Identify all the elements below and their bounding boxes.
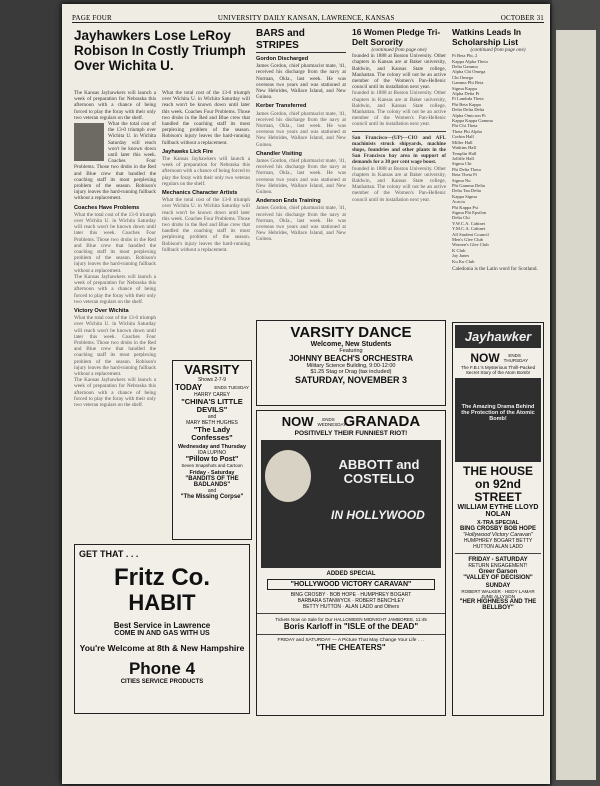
watkins-list-item: Alpha Omicron Pi xyxy=(452,112,486,118)
watkins-list xyxy=(452,53,544,264)
jayhawker-sunday: SUNDAY xyxy=(485,583,511,589)
jayhawker-stars: WILLIAM EYTHE LLOYD NOLAN xyxy=(457,504,539,518)
watkins-list-item: Theta Phi Alpha xyxy=(452,128,482,134)
bars-sub-4: Anderson Ends Training xyxy=(256,198,321,205)
abbott-costello-artwork xyxy=(261,440,441,568)
watkins-list-item: Delta Gamma xyxy=(452,64,478,70)
watkins-list-item: Delta Chi xyxy=(452,215,470,221)
watkins-list-item: K Club xyxy=(452,247,466,253)
watkins-list-item: Y.W.C.A. Cabinet xyxy=(452,220,486,226)
jayhawker-film: THE HOUSE on 92nd STREET xyxy=(462,464,533,504)
watkins-list-item: Delta Delta Delta xyxy=(452,107,485,113)
watkins-list-item: Beta Theta Pi xyxy=(452,172,477,178)
subhead-4: Victory Over Wichita xyxy=(74,307,129,314)
robison-photo xyxy=(74,123,104,161)
watkins-headline: Watkins Leads In Scholarship List xyxy=(452,28,522,47)
jayhawker-greer: Greer Garson xyxy=(478,569,518,575)
jayhawker-walker: ROBERT WALKER · HEDY LAMAR JUNE ALLYSON xyxy=(461,589,535,599)
watkins-list-item: Sigma Phi Epsilon xyxy=(452,209,487,215)
watkins-list-item: Delta Tau Delta xyxy=(452,188,481,194)
watkins-list-item: Phi Chi Theta xyxy=(452,123,478,129)
sorority-column xyxy=(352,28,446,318)
main-story-body: What the total cost of the 13-0 triumph over Wichita U. in Wichita Saturday will reach won't be known down until later this week. Coaches Four Problems. Those two drubs in the Red and Blue crew that handled the coaching staff its most perplexing problem of the season. Robison's injury leaves the hard-running fullback without a replacement. xyxy=(74,121,156,202)
costello-face-illustration xyxy=(265,450,311,502)
watkins-list-item: Templin Hall xyxy=(452,150,477,156)
watkins-list-item: Ku Ku Club xyxy=(452,258,475,264)
watkins-list-item: Women's Glee Club xyxy=(452,242,489,248)
watkins-list-item: Miller Hall xyxy=(452,139,473,145)
watkins-list-item: Phi Beta Kappa xyxy=(452,101,481,107)
header-date: OCTOBER 31 xyxy=(500,14,544,22)
watkins-list-item: Kappa Sigma xyxy=(452,193,477,199)
watkins-list-item: Sigma Nu xyxy=(452,177,471,183)
bars-body-1: James Gordon, chief pharmacist mate, '41, received his discharge from the navy at Norman, Okla., last week. He was overseas two years and was stationed at New Hebrides, Wallace Island, and New Guinea. xyxy=(256,63,346,101)
sorority-rule xyxy=(352,131,446,132)
dance-date: SATURDAY, NOVEMBER 3 xyxy=(294,375,408,385)
bars-sub-2: Kerber Transferred xyxy=(256,103,307,110)
varsity-midweek: Wednesday and Thursday xyxy=(177,444,247,450)
subhead-3: Mechanics Character Artists xyxy=(162,190,238,197)
granada-tickets: Tickets Now on Sale for Our HALLOWEEN MIDNIGHT JAMBOREE, 11:45 xyxy=(275,617,427,622)
granada-ends: ENDS WEDNESDAY xyxy=(317,416,347,427)
sorority-headline: 16 Women Pledge Tri-Delt Sorority xyxy=(352,28,441,47)
col2-body-1: What the total cost of the 13-0 triumph over Wichita U. in Wichita Saturday will reach won't be known down until later this week. Coaches Four Problems. Those two drubs in the Red and Blue crew that handled the coaching staff its most perplexing problem of the season. Robison's injury leaves the hard-running fullback without a replacement. xyxy=(162,90,250,146)
granada-title: GRANADA xyxy=(343,413,421,430)
sorority-continued: (continued from page one) xyxy=(371,47,427,53)
watkins-list-item: Chi Omega xyxy=(452,74,474,80)
fritz-line1: Best Service in Lawrence xyxy=(113,621,211,630)
varsity-film3: "Pillow to Post" xyxy=(185,456,239,463)
granada-film: IN HOLLYWOOD xyxy=(331,508,425,522)
fritz-line2: COME IN AND GAS WITH US xyxy=(114,630,210,637)
jayhawker-bing: BING CROSBY BOB HOPE xyxy=(460,526,536,532)
watkins-list-item: Watkins Hall xyxy=(452,145,476,151)
granada-special: "HOLLYWOOD VICTORY CARAVAN" xyxy=(267,579,435,590)
jayhawker-cast: HUMPHREY BOGART BETTY HUTTON ALAN LADD xyxy=(463,538,533,550)
watkins-list-item: Kappa Kappa Gamma xyxy=(452,118,493,124)
adjacent-page-edge xyxy=(552,0,600,786)
bars-sub-3: Chandler Visiting xyxy=(256,150,302,157)
bars-body-2: James Gordon, chief pharmacist mate, '41, received his discharge from the navy at Norman, Okla., last week. He was overseas two years and was stationed at New Hebrides, Wallace Island, and New Guinea. xyxy=(256,110,346,148)
jayhawker-return: RETURN ENGAGEMENT! xyxy=(468,563,528,569)
subhead-2: Jayhawks Lick Fire xyxy=(162,148,213,155)
granada-cast3: BETTY HUTTON · ALAN LADD and Others xyxy=(302,604,400,610)
varsity-theater-ad xyxy=(172,360,252,540)
fritz-name: Fritz Co. xyxy=(114,564,210,591)
granada-now: NOW xyxy=(281,414,314,429)
granada-cast2: BARBARA STANWYCK · ROBERT BENCHLEY xyxy=(297,598,405,604)
watkins-list-item: Acacia xyxy=(452,199,465,205)
fritz-products: CITIES SERVICE PRODUCTS xyxy=(120,679,204,685)
fritz-line3: You're Welcome at 8th & New Hampshire xyxy=(79,643,245,653)
watkins-list-item: Pi Lambda Theta xyxy=(452,96,484,102)
watkins-column xyxy=(452,28,544,318)
varsity-weekend: Friday - Saturday xyxy=(189,470,235,476)
varsity-extra: Seven Snapshots and Cartoon xyxy=(181,463,243,468)
watkins-list-item: Alpha Delta Pi xyxy=(452,91,480,97)
varsity-today: TODAY xyxy=(175,383,203,392)
dance-title: VARSITY DANCE xyxy=(290,324,412,341)
varsity-title: VARSITY xyxy=(184,362,240,377)
jayhawker-valley: "VALLEY OF DECISION" xyxy=(463,575,533,581)
jayhawker-blurb: The F.B.I.'s Mysterious Thrill-Packed Secret Story of the Atom Bomb! xyxy=(460,365,536,375)
granada-stars: ABBOTT and COSTELLO xyxy=(338,457,420,486)
watkins-list-item: Sigma Chi xyxy=(452,161,472,167)
jayhawker-amazing: The Amazing Drama Behind the Protection of the Atomic Bomb! xyxy=(461,404,535,422)
watkins-list-item: Y.M.C.A. Cabinet xyxy=(452,226,486,232)
header-masthead: UNIVERSITY DAILY KANSAN, LAWRENCE, KANSAS xyxy=(217,14,395,22)
fritz-get-that: GET THAT . . . xyxy=(79,549,139,559)
varsity-star3: IDA LUPINO xyxy=(197,450,227,456)
bars-body-3: James Gordon, chief pharmacist mate, '41, received his discharge from the navy at Norman, Okla., last week. He was overseas two years and was stationed at New Hebrides, Wallace Island, and New Guinea. xyxy=(256,158,346,196)
sorority-body-3: founded in 1888 at Boston University. Other chapters in Kansas are at Baker university, Baldwin, and Kansas State college, Manhattan. The colony will not be an active member of the Women's Pan-Hellenic council until its installation next year. xyxy=(352,165,446,203)
sorority-body-2: founded in 1888 at Boston University. Other chapters in Kansas are at Baker university, Baldwin, and Kansas State college, Manhattan. The colony will not be an active member of the Women's Pan-Hellenic council until its installation next year. xyxy=(352,90,446,128)
jayhawker-friday: FRIDAY - SATURDAY xyxy=(468,557,528,563)
header-page-number: PAGE FOUR xyxy=(72,14,112,22)
main-headline: Jayhawkers Lose LeRoy Robison In Costly Triumph Over Wichita U. xyxy=(74,28,246,73)
varsity-and-2: and xyxy=(207,488,217,494)
sorority-strike-story: San Francisco—(UP)—CIO and AFL machinists struck shipyards, machine shops, foundries and other plants in the San Francisco bay area in support of demands for a 30 per cent wage boost. xyxy=(352,134,446,166)
varsity-film2: "The Lady Confesses" xyxy=(191,425,233,442)
granada-added: ADDED SPECIAL xyxy=(326,571,376,577)
watkins-list-item: Corbin Hall xyxy=(452,134,474,140)
dance-price: $1.25 Stag or Drag (tax included) xyxy=(310,369,392,375)
main-story-column-2 xyxy=(162,90,250,340)
watkins-list-item: Phi Kappa Psi xyxy=(452,204,479,210)
granada-rule xyxy=(257,613,445,614)
varsity-film4: "BANDITS OF THE BADLANDS" xyxy=(185,476,239,488)
main-story-column-1 xyxy=(74,90,156,540)
watkins-list-item: Men's Glee Club xyxy=(452,237,483,243)
jayhawker-rule xyxy=(455,553,541,554)
col2-body-3: What the total cost of the 13-0 triumph over Wichita U. in Wichita Saturday will reach won't be known down until later this week. Coaches Four Problems. Those two drubs in the Red and Blue crew that handled the coaching staff its most perplexing problem of the season. Robison's injury leaves the hard-running fullback without a replacement. xyxy=(162,197,250,253)
subhead-1: Coaches Have Problems xyxy=(74,204,140,211)
jayhawker-victory: "Hollywood Victory Caravan" xyxy=(463,532,533,538)
jayhawker-artwork xyxy=(455,378,541,462)
watkins-list-item: Phi Delta Theta xyxy=(452,166,481,172)
watkins-list-item: Jolliffe Hall xyxy=(452,155,474,161)
col2-body-2: The Kansas Jayhawkers will launch a week of preparation for Nebraska this afternoon with a chance of being forced to play the foray with their only two veteran regulars on the shelf. xyxy=(162,156,250,187)
watkins-list-item: Sigma Kappa xyxy=(452,85,477,91)
fritz-co-ad xyxy=(74,544,250,714)
jayhawker-theater-ad xyxy=(452,322,544,716)
adjacent-page-strip xyxy=(556,30,596,780)
dance-orchestra: JOHNNY BEACH'S ORCHESTRA xyxy=(289,354,413,363)
varsity-and: and xyxy=(207,414,217,420)
jayhawker-xtra: X-TRA SPECIAL xyxy=(477,520,519,526)
granada-cast1: BING CROSBY · BOB HOPE · HUMPHREY BOGART xyxy=(290,592,412,598)
main-story-body-4: What the total cost of the 13-0 triumph over Wichita U. in Wichita Saturday will reach won't be known down until later this week. Coaches Four Problems. Those two drubs in the Red and Blue crew that handled the coaching staff its most perplexing problem of the season. Robison's injury leaves the hard-running fullback without a replacement. xyxy=(74,315,156,377)
dance-featuring: Featuring xyxy=(339,348,363,354)
watkins-list-item: Gamma Phi Beta xyxy=(452,80,484,86)
varsity-star1: HARRY CAREY xyxy=(194,392,230,398)
main-story-body-5: The Kansas Jayhawkers will launch a week of preparation for Nebraska this afternoon with a chance of being forced to play the foray with their only two veteran regulars on the shelf. xyxy=(74,377,156,408)
fritz-habit: HABIT xyxy=(128,590,196,615)
granada-boris: Boris Karloff in "ISLE of the DEAD" xyxy=(283,622,419,631)
main-story-lead: The Kansas Jayhawkers will launch a week of preparation for Nebraska this afternoon with a chance of being forced to play the foray with their only two veteran regulars on the shelf. xyxy=(74,90,156,121)
jayhawker-heiress: "HER HIGHNESS AND THE BELLBOY" xyxy=(459,599,537,611)
granada-rule-2 xyxy=(257,634,445,635)
page-header xyxy=(72,10,544,23)
main-headline-block xyxy=(74,28,252,88)
dance-welcome: Welcome, New Students xyxy=(310,341,392,348)
watkins-list-item: Kappa Alpha Theta xyxy=(452,58,488,64)
sorority-body: founded in 1888 at Boston University. Other chapters in Kansas are at Baker university, Baldwin, and Kansas State college, Manhattan. The colony will not be an active member of the Women's Pan-Hellenic council until its installation next year. xyxy=(352,53,446,91)
watkins-list-item: All Student Council xyxy=(452,231,489,237)
watkins-list-item: Phi Gamma Delta xyxy=(452,182,485,188)
watkins-list-item: Alpha Chi Omega xyxy=(452,69,486,75)
varsity-film1: "CHINA'S LITTLE DEVILS" xyxy=(181,397,243,414)
varsity-dance-ad xyxy=(256,320,446,406)
newspaper-page xyxy=(62,4,550,784)
jayhawker-ends: ENDS THURSDAY xyxy=(503,353,529,363)
granada-ad xyxy=(256,410,446,716)
bars-sub-1: Gordon Discharged xyxy=(256,56,309,62)
granada-friday: FRIDAY and SATURDAY — A Picture That May Change Your Life . . . xyxy=(277,638,425,643)
varsity-film5: "The Missing Corpse" xyxy=(180,494,244,500)
granada-tagline: POSITIVELY THEIR FUNNIEST RIOT! xyxy=(294,430,408,437)
varsity-times: Shows 2-7-9 xyxy=(197,377,227,383)
jayhawker-now: NOW xyxy=(470,351,500,365)
watkins-continued: (continued from page one) xyxy=(470,47,526,53)
bars-title: BARS and STRIPES xyxy=(256,28,346,53)
granada-cheaters: "THE CHEATERS" xyxy=(316,643,386,652)
main-story-body-2: What the total cost of the 13-0 triumph over Wichita U. in Wichita Saturday will reach won't be known down until later this week. Coaches Four Problems. Those two drubs in the Red and Blue crew that handled the coaching staff its most perplexing problem of the season. Robison's injury leaves the hard-running fullback without a replacement. xyxy=(74,211,156,274)
main-story-body-3: The Kansas Jayhawkers will launch a week of preparation for Nebraska this afternoon with a chance of being forced to play the foray with their only two veteran regulars on the shelf. xyxy=(74,273,156,305)
watkins-footer: Caledonia is the Latin word for Scotland. xyxy=(452,266,538,273)
varsity-star2: MARY BETH HUGHES xyxy=(186,420,238,426)
watkins-list-item: Jay Janes xyxy=(452,253,470,259)
watkins-list-item: Pi Beta Phi, 2 xyxy=(452,53,478,59)
bars-and-stripes-column xyxy=(256,28,346,318)
jayhawker-title: Jayhawker xyxy=(455,325,541,348)
fritz-phone: Phone 4 xyxy=(128,659,196,678)
bars-body-4: James Gordon, chief pharmacist mate, '41, received his discharge from the navy at Norman, Okla., last week. He was overseas two years and was stationed at New Hebrides, Wallace Island, and New Guinea. xyxy=(256,205,346,243)
varsity-ends: ENDS TUESDAY xyxy=(214,385,249,390)
dance-place: Military Science Building, 9:00-12:00 xyxy=(306,363,396,369)
